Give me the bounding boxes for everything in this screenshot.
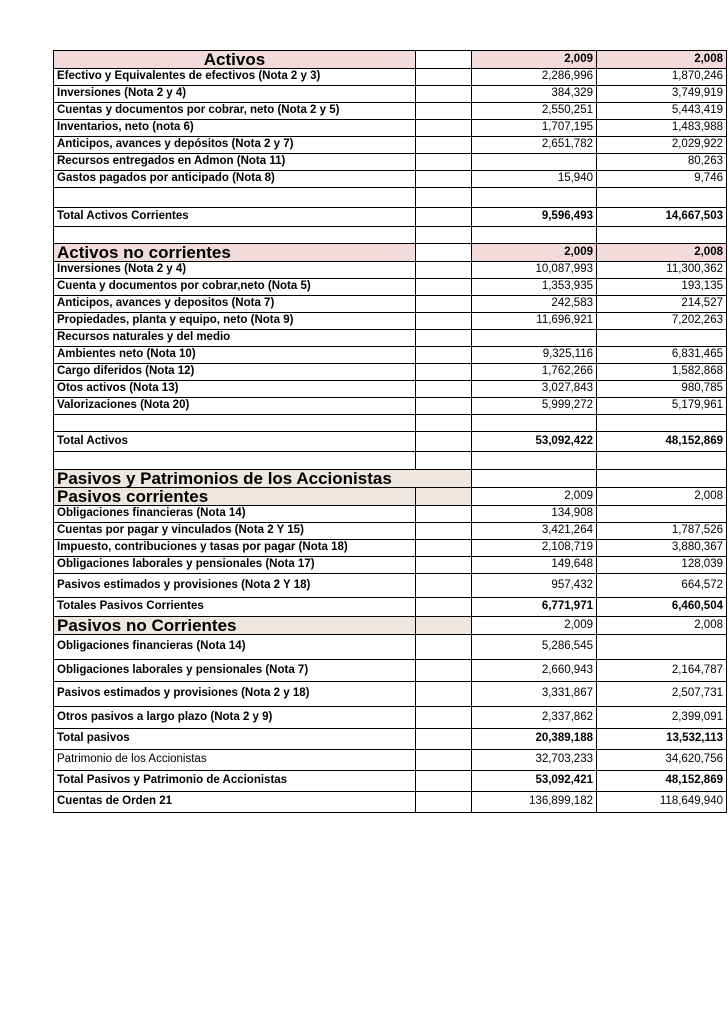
row-label: Anticipos, avances y depósitos (Nota 2 y 7) — [54, 137, 416, 154]
table-row — [54, 313, 727, 330]
section-header-row — [54, 470, 727, 488]
total-row — [54, 208, 727, 227]
empty-cell — [416, 137, 472, 154]
value-2008: 193,135 — [597, 279, 727, 296]
table-row — [54, 707, 727, 729]
value-2008 — [597, 330, 727, 347]
empty-cell — [416, 208, 472, 227]
table-row — [54, 364, 727, 381]
row-label: Impuesto, contribuciones y tasas por pagar (Nota 18) — [54, 540, 416, 557]
spacer-row — [54, 452, 727, 470]
value-2008: 48,152,869 — [597, 771, 727, 792]
value-2008: 11,300,362 — [597, 262, 727, 279]
section-header-row — [54, 244, 727, 262]
empty-cell — [416, 540, 472, 557]
row-label: Activos — [54, 51, 416, 69]
row-label: Pasivos no Corrientes — [54, 617, 416, 635]
empty-cell — [416, 598, 472, 617]
value-2008: 2,008 — [597, 244, 727, 262]
table-row — [54, 296, 727, 313]
row-label: Anticipos, avances y depositos (Nota 7) — [54, 296, 416, 313]
value-2008: 2,029,922 — [597, 137, 727, 154]
table-row — [54, 523, 727, 540]
value-2008: 3,880,367 — [597, 540, 727, 557]
empty-cell — [416, 244, 472, 262]
row-label: Valorizaciones (Nota 20) — [54, 398, 416, 415]
empty-cell — [416, 227, 472, 244]
value-2009: 3,421,264 — [472, 523, 597, 540]
value-2009: 9,596,493 — [472, 208, 597, 227]
value-2009: 11,696,921 — [472, 313, 597, 330]
value-2008: 128,039 — [597, 557, 727, 574]
empty-cell — [416, 617, 472, 635]
value-2008: 9,746 — [597, 171, 727, 188]
total-row — [54, 771, 727, 792]
empty-cell — [416, 86, 472, 103]
value-2008 — [597, 470, 727, 488]
value-2008 — [597, 227, 727, 244]
value-2009: 1,353,935 — [472, 279, 597, 296]
table-row — [54, 635, 727, 660]
value-2009 — [472, 415, 597, 432]
empty-cell — [416, 771, 472, 792]
empty-cell — [416, 330, 472, 347]
empty-cell — [416, 750, 472, 771]
empty-cell — [416, 347, 472, 364]
empty-cell — [416, 729, 472, 750]
row-label: Cuentas de Orden 21 — [54, 792, 416, 813]
empty-cell — [416, 415, 472, 432]
value-2008 — [597, 415, 727, 432]
value-2008: 13,532,113 — [597, 729, 727, 750]
row-label — [54, 227, 416, 244]
table-row — [54, 103, 727, 120]
value-2009 — [472, 470, 597, 488]
row-label: Total pasivos — [54, 729, 416, 750]
row-label: Recursos naturales y del medio — [54, 330, 416, 347]
row-label: Otos activos (Nota 13) — [54, 381, 416, 398]
table-row — [54, 262, 727, 279]
value-2009: 134,908 — [472, 506, 597, 523]
table-row — [54, 660, 727, 682]
empty-cell — [416, 364, 472, 381]
value-2008: 6,831,465 — [597, 347, 727, 364]
row-label: Inversiones (Nota 2 y 4) — [54, 86, 416, 103]
empty-cell — [416, 452, 472, 470]
value-2008: 214,527 — [597, 296, 727, 313]
value-2008 — [597, 506, 727, 523]
section-header-row — [54, 488, 727, 506]
row-label: Activos no corrientes — [54, 244, 416, 262]
value-2008: 5,179,961 — [597, 398, 727, 415]
value-2009: 2,108,719 — [472, 540, 597, 557]
value-2008: 2,399,091 — [597, 707, 727, 729]
value-2008: 7,202,263 — [597, 313, 727, 330]
table-row — [54, 540, 727, 557]
value-2008: 1,787,526 — [597, 523, 727, 540]
table-row — [54, 171, 727, 188]
table-row — [54, 750, 727, 771]
empty-cell — [416, 262, 472, 279]
table-row — [54, 682, 727, 707]
spacer-row — [54, 227, 727, 244]
value-2009: 3,027,843 — [472, 381, 597, 398]
empty-cell — [416, 488, 472, 506]
table-row — [54, 381, 727, 398]
value-2008: 1,582,868 — [597, 364, 727, 381]
empty-cell — [416, 398, 472, 415]
row-label: Totales Pasivos Corrientes — [54, 598, 416, 617]
value-2008: 1,483,988 — [597, 120, 727, 137]
section-header-row — [54, 617, 727, 635]
value-2009 — [472, 330, 597, 347]
value-2008: 2,008 — [597, 488, 727, 506]
section-header-row — [54, 51, 727, 69]
value-2009: 9,325,116 — [472, 347, 597, 364]
row-label: Cargo diferidos (Nota 12) — [54, 364, 416, 381]
value-2008: 980,785 — [597, 381, 727, 398]
empty-cell — [416, 296, 472, 313]
empty-cell — [416, 432, 472, 452]
value-2008: 664,572 — [597, 574, 727, 598]
empty-cell — [416, 171, 472, 188]
value-2009: 2,286,996 — [472, 69, 597, 86]
value-2008: 14,667,503 — [597, 208, 727, 227]
empty-cell — [416, 506, 472, 523]
row-label — [54, 188, 416, 208]
table-row — [54, 347, 727, 364]
value-2009: 20,389,188 — [472, 729, 597, 750]
empty-cell — [416, 188, 472, 208]
row-label: Ambientes neto (Nota 10) — [54, 347, 416, 364]
value-2009: 6,771,971 — [472, 598, 597, 617]
empty-cell — [416, 574, 472, 598]
row-label: Patrimonio de los Accionistas — [54, 750, 416, 771]
value-2009: 2,009 — [472, 617, 597, 635]
value-2008 — [597, 452, 727, 470]
value-2009 — [472, 154, 597, 171]
row-label: Cuenta y documentos por cobrar,neto (Nota 5) — [54, 279, 416, 296]
value-2009: 53,092,422 — [472, 432, 597, 452]
table-row — [54, 279, 727, 296]
value-2009: 149,648 — [472, 557, 597, 574]
empty-cell — [416, 51, 472, 69]
row-label: Inventarios, neto (nota 6) — [54, 120, 416, 137]
empty-cell — [416, 523, 472, 540]
value-2009: 10,087,993 — [472, 262, 597, 279]
row-label: Cuentas por pagar y vinculados (Nota 2 Y 15) — [54, 523, 416, 540]
row-label: Total Activos Corrientes — [54, 208, 416, 227]
row-label: Recursos entregados en Admon (Nota 11) — [54, 154, 416, 171]
value-2009: 242,583 — [472, 296, 597, 313]
row-label — [54, 415, 416, 432]
empty-cell — [416, 660, 472, 682]
value-2008: 2,507,731 — [597, 682, 727, 707]
value-2009: 2,009 — [472, 488, 597, 506]
table-row — [54, 137, 727, 154]
total-row — [54, 598, 727, 617]
empty-cell — [416, 154, 472, 171]
table-row — [54, 557, 727, 574]
empty-cell — [416, 120, 472, 137]
spacer-row — [54, 188, 727, 208]
row-label: Gastos pagados por anticipado (Nota 8) — [54, 171, 416, 188]
value-2008: 2,164,787 — [597, 660, 727, 682]
value-2009: 136,899,182 — [472, 792, 597, 813]
empty-cell — [416, 707, 472, 729]
table-row — [54, 120, 727, 137]
value-2009: 32,703,233 — [472, 750, 597, 771]
row-label: Pasivos y Patrimonios de los Accionistas — [54, 470, 472, 488]
value-2009: 1,762,266 — [472, 364, 597, 381]
value-2008: 3,749,919 — [597, 86, 727, 103]
row-label: Obligaciones financieras (Nota 14) — [54, 506, 416, 523]
value-2009 — [472, 188, 597, 208]
value-2008: 48,152,869 — [597, 432, 727, 452]
value-2009: 15,940 — [472, 171, 597, 188]
table-row — [54, 330, 727, 347]
table-row — [54, 792, 727, 813]
value-2008 — [597, 188, 727, 208]
row-label: Pasivos estimados y provisiones (Nota 2 y 18) — [54, 682, 416, 707]
row-label: Pasivos corrientes — [54, 488, 416, 506]
empty-cell — [416, 381, 472, 398]
value-2009: 2,660,943 — [472, 660, 597, 682]
spacer-row — [54, 415, 727, 432]
row-label: Cuentas y documentos por cobrar, neto (Nota 2 y 5) — [54, 103, 416, 120]
row-label: Total Activos — [54, 432, 416, 452]
value-2009: 5,999,272 — [472, 398, 597, 415]
row-label: Total Pasivos y Patrimonio de Accionistas — [54, 771, 416, 792]
balance-sheet-table — [53, 50, 727, 813]
value-2008: 2,008 — [597, 617, 727, 635]
table-row — [54, 398, 727, 415]
empty-cell — [416, 279, 472, 296]
row-label: Otros pasivos a largo plazo (Nota 2 y 9) — [54, 707, 416, 729]
empty-cell — [416, 682, 472, 707]
total-row — [54, 432, 727, 452]
value-2009: 957,432 — [472, 574, 597, 598]
row-label: Inversiones (Nota 2 y 4) — [54, 262, 416, 279]
row-label: Obligaciones financieras (Nota 14) — [54, 635, 416, 660]
empty-cell — [416, 69, 472, 86]
table-row — [54, 86, 727, 103]
table-row — [54, 154, 727, 171]
table-row — [54, 69, 727, 86]
row-label: Obligaciones laborales y pensionales (Nota 17) — [54, 557, 416, 574]
balance-sheet-body — [54, 51, 727, 813]
value-2009: 53,092,421 — [472, 771, 597, 792]
empty-cell — [416, 635, 472, 660]
value-2009: 3,331,867 — [472, 682, 597, 707]
row-label: Obligaciones laborales y pensionales (Nota 7) — [54, 660, 416, 682]
table-row — [54, 506, 727, 523]
value-2008: 2,008 — [597, 51, 727, 69]
value-2008 — [597, 635, 727, 660]
total-row — [54, 729, 727, 750]
value-2008: 5,443,419 — [597, 103, 727, 120]
value-2008: 1,870,246 — [597, 69, 727, 86]
value-2009: 2,550,251 — [472, 103, 597, 120]
row-label: Propiedades, planta y equipo, neto (Nota 9) — [54, 313, 416, 330]
value-2008: 34,620,756 — [597, 750, 727, 771]
empty-cell — [416, 792, 472, 813]
empty-cell — [416, 313, 472, 330]
empty-cell — [416, 103, 472, 120]
value-2009: 1,707,195 — [472, 120, 597, 137]
value-2009: 2,337,862 — [472, 707, 597, 729]
value-2009: 384,329 — [472, 86, 597, 103]
value-2008: 80,263 — [597, 154, 727, 171]
value-2008: 118,649,940 — [597, 792, 727, 813]
value-2009: 2,009 — [472, 244, 597, 262]
value-2008: 6,460,504 — [597, 598, 727, 617]
row-label: Pasivos estimados y provisiones (Nota 2 Y 18) — [54, 574, 416, 598]
value-2009 — [472, 227, 597, 244]
value-2009 — [472, 452, 597, 470]
table-row — [54, 574, 727, 598]
value-2009: 2,651,782 — [472, 137, 597, 154]
value-2009: 5,286,545 — [472, 635, 597, 660]
row-label: Efectivo y Equivalentes de efectivos (Nota 2 y 3) — [54, 69, 416, 86]
empty-cell — [416, 557, 472, 574]
value-2009: 2,009 — [472, 51, 597, 69]
row-label — [54, 452, 416, 470]
